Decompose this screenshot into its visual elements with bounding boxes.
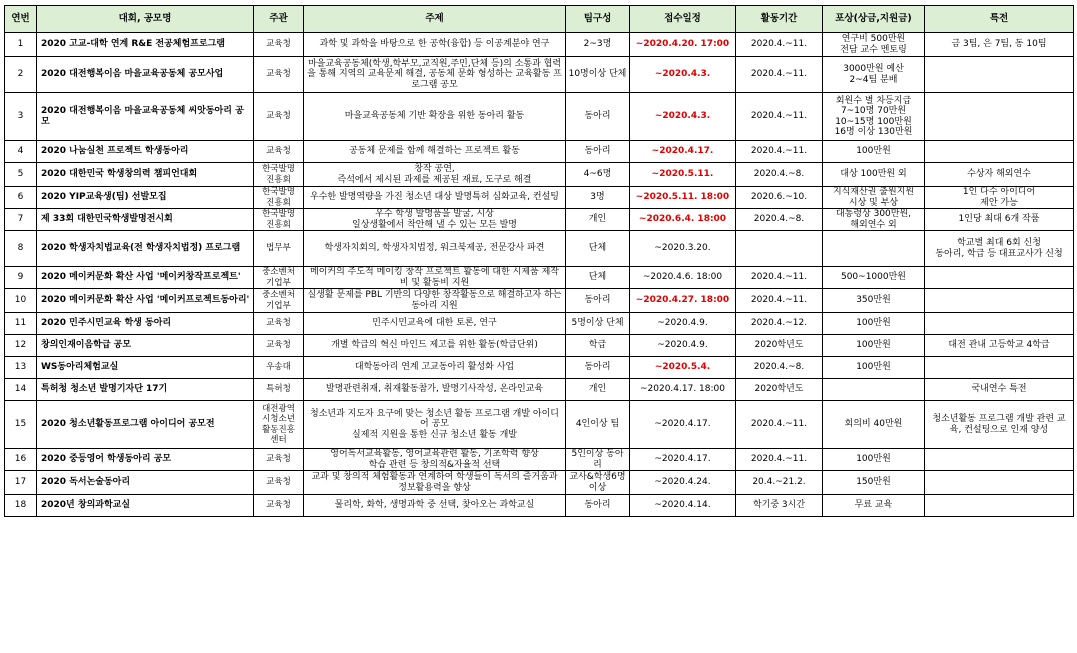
cell-deadline: ~2020.5.11. 18:00 bbox=[630, 187, 736, 209]
cell-topic: 우수한 발명역량을 가진 청소년 대상 발명특허 심화교육, 컨설팅 bbox=[304, 187, 566, 209]
contest-table bbox=[4, 5, 1074, 517]
cell-name: 제 33회 대한민국학생발명전시회 bbox=[37, 209, 254, 231]
cell-deadline: ~2020.4.14. bbox=[630, 495, 736, 517]
cell-org: 대전광역 시청소년 활동진흥 센터 bbox=[254, 401, 304, 449]
cell-name: 2020 대전행복이음 마을교육공동체 씨앗동아리 공모 bbox=[37, 93, 254, 141]
cell-org: 중소벤처 기업부 bbox=[254, 267, 304, 289]
cell-no: 7 bbox=[5, 209, 37, 231]
table-row bbox=[5, 449, 1074, 471]
cell-benefit: 수상자 해외연수 bbox=[925, 163, 1074, 187]
cell-prize bbox=[823, 231, 925, 267]
cell-prize bbox=[823, 379, 925, 401]
cell-prize: 3000만원 예산 2~4팀 분배 bbox=[823, 57, 925, 93]
table-row bbox=[5, 187, 1074, 209]
cell-prize: 지식재산권 출원지원 시상 및 부상 bbox=[823, 187, 925, 209]
cell-org: 교육청 bbox=[254, 141, 304, 163]
cell-no: 1 bbox=[5, 33, 37, 57]
cell-topic: 민주시민교육에 대한 토론, 연구 bbox=[304, 313, 566, 335]
cell-deadline: ~2020.4.24. bbox=[630, 471, 736, 495]
cell-period: 2020.4.~12. bbox=[736, 313, 823, 335]
cell-team: 동아리 bbox=[566, 93, 630, 141]
cell-no: 14 bbox=[5, 379, 37, 401]
cell-period: 2020.4.~8. bbox=[736, 357, 823, 379]
cell-benefit bbox=[925, 449, 1074, 471]
cell-topic: 발명관련취재, 취재활동참가, 발명기사작성, 온라인교육 bbox=[304, 379, 566, 401]
cell-name: 2020 메이커문화 확산 사업 '메이커창작프로젝트' bbox=[37, 267, 254, 289]
cell-no: 18 bbox=[5, 495, 37, 517]
cell-deadline: ~2020.4.17. bbox=[630, 449, 736, 471]
cell-team: 3명 bbox=[566, 187, 630, 209]
cell-name: 2020 YIP교육생(팀) 선발모집 bbox=[37, 187, 254, 209]
cell-topic: 실생활 문제를 PBL 기반의 다양한 창작활동으로 해결하고자 하는 동아리 지원 bbox=[304, 289, 566, 313]
cell-topic: 학생자치회의, 학생자치법정, 워크북제공, 전문강사 파견 bbox=[304, 231, 566, 267]
cell-topic: 메이커의 주도적 메이킹 창작 프로젝트 활동에 대한 시제품 제작비 및 활동비 지원 bbox=[304, 267, 566, 289]
cell-team: 단체 bbox=[566, 231, 630, 267]
cell-benefit: 국내연수 특전 bbox=[925, 379, 1074, 401]
cell-prize: 100만원 bbox=[823, 357, 925, 379]
cell-org: 한국발명 진흥회 bbox=[254, 187, 304, 209]
cell-team: 5인이상 동아리 bbox=[566, 449, 630, 471]
cell-benefit bbox=[925, 93, 1074, 141]
cell-no: 13 bbox=[5, 357, 37, 379]
cell-deadline: ~2020.4.3. bbox=[630, 93, 736, 141]
table-row bbox=[5, 379, 1074, 401]
cell-prize: 대상 100만원 외 bbox=[823, 163, 925, 187]
cell-prize: 회원수 별 차등지급 7~10명 70만원 10~15명 100만원 16명 이상 130만원 bbox=[823, 93, 925, 141]
cell-topic: 청소년과 지도자 요구에 맞는 청소년 활동 프로그램 개발 아이디어 공모 실제적 지원을 통한 신규 청소년 활동 개발 bbox=[304, 401, 566, 449]
table-row bbox=[5, 57, 1074, 93]
contest-table-wrapper bbox=[4, 5, 1074, 517]
cell-team: 단체 bbox=[566, 267, 630, 289]
cell-period: 2020학년도 bbox=[736, 379, 823, 401]
table-row bbox=[5, 163, 1074, 187]
cell-benefit bbox=[925, 471, 1074, 495]
cell-no: 9 bbox=[5, 267, 37, 289]
cell-org: 교육청 bbox=[254, 449, 304, 471]
cell-name: WS동아리체험교실 bbox=[37, 357, 254, 379]
cell-no: 17 bbox=[5, 471, 37, 495]
cell-team: 동아리 bbox=[566, 141, 630, 163]
cell-name: 2020 대한민국 학생창의력 챔피언대회 bbox=[37, 163, 254, 187]
cell-benefit bbox=[925, 313, 1074, 335]
cell-topic: 영어독서교육활동, 영어교육관련 활동, 기초학력 향상 학습 관련 등 창의적&자율적 선택 bbox=[304, 449, 566, 471]
cell-name: 2020 민주시민교육 학생 동아리 bbox=[37, 313, 254, 335]
cell-benefit bbox=[925, 141, 1074, 163]
cell-benefit: 금 3팀, 은 7팀, 동 10팀 bbox=[925, 33, 1074, 57]
table-row bbox=[5, 495, 1074, 517]
cell-deadline: ~2020.5.11. bbox=[630, 163, 736, 187]
cell-period bbox=[736, 231, 823, 267]
cell-name: 2020 학생자치법교육(전 학생자치법정) 프로그램 bbox=[37, 231, 254, 267]
cell-period: 2020.4.~11. bbox=[736, 93, 823, 141]
cell-topic: 마을교육공동체 기반 확장을 위한 동아리 활동 bbox=[304, 93, 566, 141]
cell-org: 교육청 bbox=[254, 33, 304, 57]
cell-deadline: ~2020.6.4. 18:00 bbox=[630, 209, 736, 231]
cell-team: 동아리 bbox=[566, 357, 630, 379]
cell-deadline: ~2020.4.17. bbox=[630, 401, 736, 449]
cell-no: 5 bbox=[5, 163, 37, 187]
cell-topic: 대학동아리 연계 고교동아리 활성화 사업 bbox=[304, 357, 566, 379]
cell-no: 11 bbox=[5, 313, 37, 335]
cell-prize: 100만원 bbox=[823, 335, 925, 357]
cell-prize: 무료 교육 bbox=[823, 495, 925, 517]
table-row bbox=[5, 401, 1074, 449]
cell-team: 2~3명 bbox=[566, 33, 630, 57]
table-row bbox=[5, 471, 1074, 495]
cell-period: 2020.4.~11. bbox=[736, 141, 823, 163]
table-row bbox=[5, 231, 1074, 267]
cell-name: 2020 청소년활동프로그램 아이디어 공모전 bbox=[37, 401, 254, 449]
cell-name: 2020 고교-대학 연계 R&E 전공체험프로그램 bbox=[37, 33, 254, 57]
header-topic: 주제 bbox=[304, 6, 566, 33]
cell-topic: 공동체 문제를 함께 해결하는 프로젝트 활동 bbox=[304, 141, 566, 163]
cell-no: 3 bbox=[5, 93, 37, 141]
cell-org: 교육청 bbox=[254, 313, 304, 335]
cell-topic: 개별 학급의 혁신 마인드 제고를 위한 활동(학급단위) bbox=[304, 335, 566, 357]
cell-deadline: ~2020.4.3. bbox=[630, 57, 736, 93]
cell-period: 2020.4.~11. bbox=[736, 33, 823, 57]
cell-name: 2020 독서논술동아리 bbox=[37, 471, 254, 495]
cell-prize: 회의비 40만원 bbox=[823, 401, 925, 449]
cell-period: 2020.4.~8. bbox=[736, 209, 823, 231]
table-body bbox=[5, 33, 1074, 517]
cell-org: 특허청 bbox=[254, 379, 304, 401]
cell-team: 5명이상 단체 bbox=[566, 313, 630, 335]
cell-no: 16 bbox=[5, 449, 37, 471]
cell-prize: 연구비 500만원 전담 교수 멘토링 bbox=[823, 33, 925, 57]
header-no: 연번 bbox=[5, 6, 37, 33]
cell-period: 2020.4.~11. bbox=[736, 267, 823, 289]
cell-deadline: ~2020.4.17. bbox=[630, 141, 736, 163]
header-row bbox=[5, 6, 1074, 33]
cell-benefit: 1인당 최대 6개 작품 bbox=[925, 209, 1074, 231]
cell-period: 2020.4.~11. bbox=[736, 289, 823, 313]
cell-team: 4인이상 팀 bbox=[566, 401, 630, 449]
cell-no: 4 bbox=[5, 141, 37, 163]
cell-team: 교사&학생6명 이상 bbox=[566, 471, 630, 495]
cell-topic: 우수 학생 발명품을 발굴, 시상 일상생활에서 착안해 낼 수 있는 모든 발명 bbox=[304, 209, 566, 231]
header-benefit: 특전 bbox=[925, 6, 1074, 33]
cell-name: 창의인재이음학급 공모 bbox=[37, 335, 254, 357]
cell-deadline: ~2020.3.20. bbox=[630, 231, 736, 267]
cell-no: 15 bbox=[5, 401, 37, 449]
cell-org: 중소벤처 기업부 bbox=[254, 289, 304, 313]
cell-topic: 물리학, 화학, 생명과학 중 선택, 찾아오는 과학교실 bbox=[304, 495, 566, 517]
cell-topic: 교과 및 창의적 체험활동과 연계하여 학생들이 독서의 즐거움과 정보활용력을 향상 bbox=[304, 471, 566, 495]
cell-name: 2020 중등영어 학생동아리 공모 bbox=[37, 449, 254, 471]
cell-prize: 100만원 bbox=[823, 449, 925, 471]
cell-no: 2 bbox=[5, 57, 37, 93]
table-row bbox=[5, 33, 1074, 57]
cell-period: 2020학년도 bbox=[736, 335, 823, 357]
cell-org: 교육청 bbox=[254, 471, 304, 495]
cell-period: 20.4.~21.2. bbox=[736, 471, 823, 495]
table-row bbox=[5, 335, 1074, 357]
table-row bbox=[5, 313, 1074, 335]
cell-org: 교육청 bbox=[254, 57, 304, 93]
cell-period: 학기중 3시간 bbox=[736, 495, 823, 517]
cell-no: 8 bbox=[5, 231, 37, 267]
cell-name: 2020 대전행복이음 마을교육공동체 공모사업 bbox=[37, 57, 254, 93]
cell-team: 개인 bbox=[566, 379, 630, 401]
table-row bbox=[5, 93, 1074, 141]
cell-prize: 500~1000만원 bbox=[823, 267, 925, 289]
cell-team: 10명이상 단체 bbox=[566, 57, 630, 93]
cell-prize: 150만원 bbox=[823, 471, 925, 495]
cell-name: 2020 메이커문화 확산 사업 '메이커프로젝트동아리' bbox=[37, 289, 254, 313]
cell-period: 2020.4.~11. bbox=[736, 57, 823, 93]
cell-no: 12 bbox=[5, 335, 37, 357]
cell-prize: 350만원 bbox=[823, 289, 925, 313]
cell-period: 2020.4.~11. bbox=[736, 449, 823, 471]
cell-deadline: ~2020.4.6. 18:00 bbox=[630, 267, 736, 289]
cell-org: 우송대 bbox=[254, 357, 304, 379]
cell-topic: 마을교육공동체(학생,학부모,교직원,주민,단체 등)의 소통과 협력을 통해 지역의 교육문제 해결, 공동체 문화 형성하는 교육활동 프로그램 공모 bbox=[304, 57, 566, 93]
cell-org: 법무부 bbox=[254, 231, 304, 267]
table-row bbox=[5, 357, 1074, 379]
header-org: 주관 bbox=[254, 6, 304, 33]
cell-prize: 100만원 bbox=[823, 141, 925, 163]
header-prize: 포상(상금,지원금) bbox=[823, 6, 925, 33]
header-name: 대회, 공모명 bbox=[37, 6, 254, 33]
cell-benefit bbox=[925, 357, 1074, 379]
cell-team: 동아리 bbox=[566, 289, 630, 313]
cell-period: 2020.6.~10. bbox=[736, 187, 823, 209]
cell-period: 2020.4.~8. bbox=[736, 163, 823, 187]
header-period: 활동기간 bbox=[736, 6, 823, 33]
cell-no: 6 bbox=[5, 187, 37, 209]
cell-name: 2020 나눔실천 프로젝트 학생동아리 bbox=[37, 141, 254, 163]
table-row bbox=[5, 289, 1074, 313]
cell-org: 한국발명 진흥회 bbox=[254, 163, 304, 187]
cell-benefit bbox=[925, 57, 1074, 93]
cell-benefit: 대전 관내 고등학교 4학급 bbox=[925, 335, 1074, 357]
table-row bbox=[5, 267, 1074, 289]
table-row bbox=[5, 209, 1074, 231]
cell-topic: 창작 공연, 즉석에서 제시된 과제를 제공된 재료, 도구로 해결 bbox=[304, 163, 566, 187]
cell-no: 10 bbox=[5, 289, 37, 313]
cell-deadline: ~2020.4.20. 17:00 bbox=[630, 33, 736, 57]
cell-deadline: ~2020.4.9. bbox=[630, 313, 736, 335]
cell-team: 학급 bbox=[566, 335, 630, 357]
cell-org: 교육청 bbox=[254, 495, 304, 517]
header-team: 팀구성 bbox=[566, 6, 630, 33]
cell-name: 특허청 청소년 발명기자단 17기 bbox=[37, 379, 254, 401]
header-deadline: 접수일정 bbox=[630, 6, 736, 33]
cell-team: 동아리 bbox=[566, 495, 630, 517]
cell-prize: 100만원 bbox=[823, 313, 925, 335]
cell-benefit bbox=[925, 267, 1074, 289]
table-row bbox=[5, 141, 1074, 163]
cell-prize: 대통령상 300만원, 해외연수 외 bbox=[823, 209, 925, 231]
cell-benefit: 학교별 최대 6회 신청 동아리, 학급 등 대표교사가 신청 bbox=[925, 231, 1074, 267]
cell-benefit: 청소년활동 프로그램 개발 관련 교육, 컨설팅으로 인재 양성 bbox=[925, 401, 1074, 449]
cell-deadline: ~2020.4.17. 18:00 bbox=[630, 379, 736, 401]
cell-deadline: ~2020.4.9. bbox=[630, 335, 736, 357]
cell-period: 2020.4.~11. bbox=[736, 401, 823, 449]
cell-org: 한국발명 진흥회 bbox=[254, 209, 304, 231]
cell-team: 개인 bbox=[566, 209, 630, 231]
cell-deadline: ~2020.4.27. 18:00 bbox=[630, 289, 736, 313]
cell-benefit bbox=[925, 289, 1074, 313]
cell-org: 교육청 bbox=[254, 335, 304, 357]
cell-benefit: 1인 다수 아이디어 제안 가능 bbox=[925, 187, 1074, 209]
cell-name: 2020년 창의과학교실 bbox=[37, 495, 254, 517]
cell-deadline: ~2020.5.4. bbox=[630, 357, 736, 379]
cell-team: 4~6명 bbox=[566, 163, 630, 187]
cell-topic: 과학 및 과학을 바탕으로 한 공학(융합) 등 이공계분야 연구 bbox=[304, 33, 566, 57]
cell-org: 교육청 bbox=[254, 93, 304, 141]
cell-benefit bbox=[925, 495, 1074, 517]
